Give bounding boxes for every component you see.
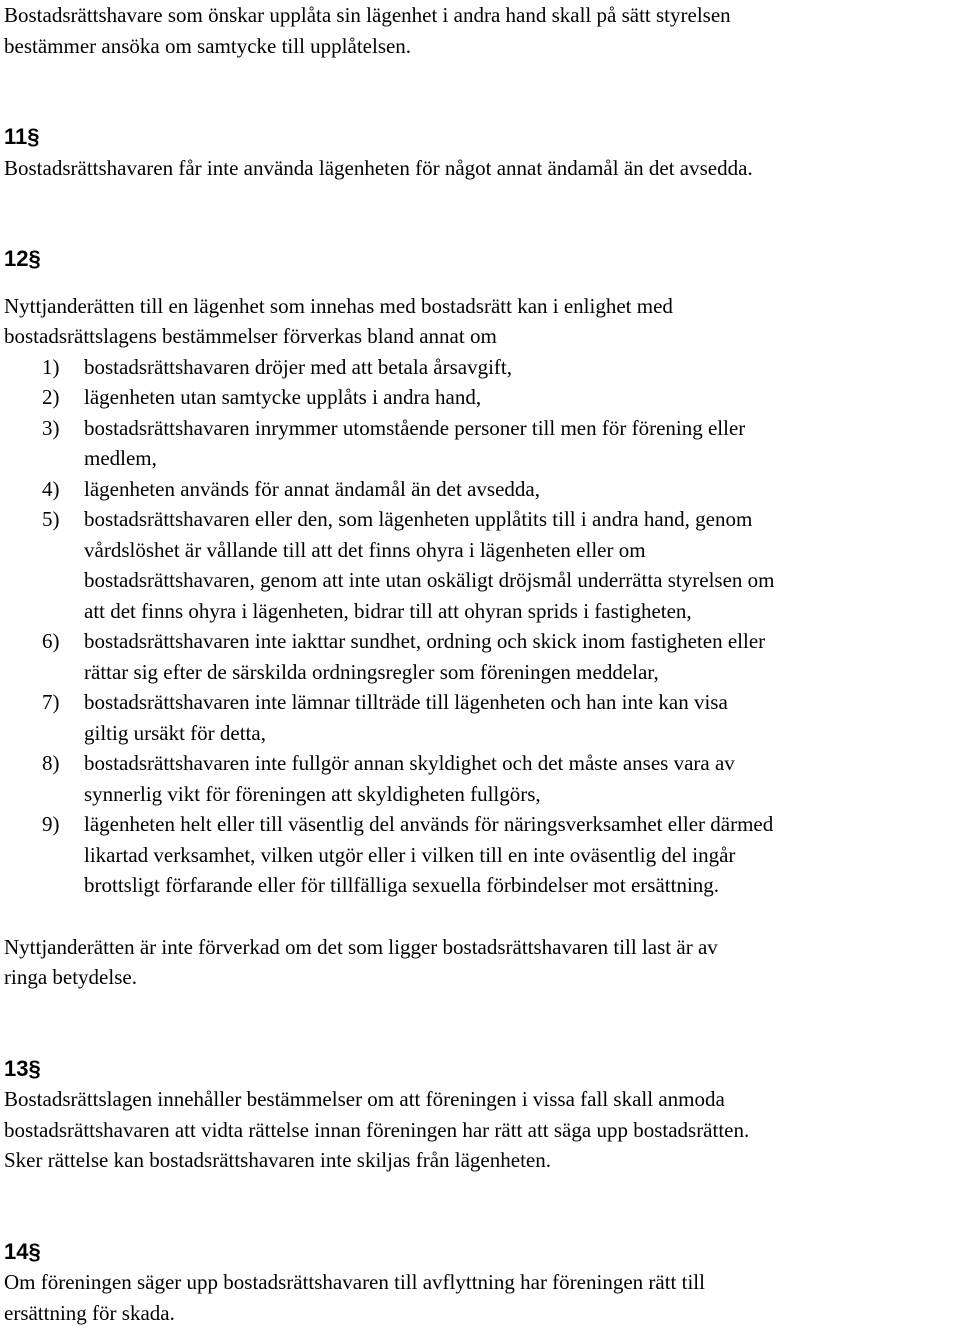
list-item <box>4 809 958 901</box>
section-14-heading: 14§ <box>4 1238 41 1264</box>
list-item <box>4 626 958 687</box>
list-item-number: 1) <box>42 354 60 379</box>
section-12-closing <box>4 932 958 993</box>
section-12-closing-line: ringa betydelse. <box>4 965 137 989</box>
list-item-line: lägenheten utan samtycke upplåts i andra hand, <box>84 385 482 409</box>
section-12-lead <box>4 291 958 352</box>
list-item-line: bostadsrättshavaren inte lämnar tillträde till lägenheten och han inte kan visa <box>84 690 728 714</box>
list-item <box>4 413 958 474</box>
list-item-line: vårdslöshet är vållande till att det finns ohyra i lägenheten eller om <box>84 537 646 562</box>
section-13-heading: 13§ <box>4 1055 41 1081</box>
list-item-line: bostadsrättshavaren dröjer med att betala årsavgift, <box>84 354 512 379</box>
section-12-lead-line: bostadsrättslagens bestämmelser förverkas bland annat om <box>4 324 497 348</box>
list-item-number: 3) <box>42 415 60 440</box>
list-item-line: att det finns ohyra i lägenheten, bidrar till att ohyran sprids i fastigheten, <box>84 598 692 623</box>
intro-line: Bostadsrättshavare som önskar upplåta sin lägenhet i andra hand skall på sätt styrelsen <box>4 3 731 27</box>
list-item <box>4 748 958 809</box>
list-item-line: giltig ursäkt för detta, <box>84 720 266 745</box>
list-item-line: medlem, <box>84 446 157 470</box>
list-item-line: likartad verksamhet, vilken utgör eller i vilken till en inte oväsentlig del ingår <box>84 842 736 867</box>
document-page <box>4 0 958 1328</box>
list-item-number: 9) <box>42 812 60 836</box>
section-12-closing-line: Nyttjanderätten är inte förverkad om det som ligger bostadsrättshavaren till last är av <box>4 934 718 959</box>
list-item-line: lägenheten används för annat ändamål än det avsedda, <box>84 476 540 501</box>
list-item-line: bostadsrättshavaren eller den, som lägenheten upplåtits till i andra hand, genom <box>84 507 753 531</box>
list-item-number: 2) <box>42 385 60 409</box>
list-item <box>4 352 958 383</box>
list-item-number: 4) <box>42 476 60 501</box>
section-11-heading: 11§ <box>4 124 40 149</box>
list-item-line: bostadsrättshavaren inte fullgör annan skyldighet och det måste anses vara av <box>84 751 735 775</box>
forfeiture-list <box>4 352 958 901</box>
list-item-line: bostadsrättshavaren, genom att inte utan oskäligt dröjsmål underrätta styrelsen om <box>84 568 775 592</box>
list-item-number: 5) <box>42 507 60 531</box>
section-14-paragraph <box>4 1267 958 1328</box>
list-item-line: bostadsrättshavaren inrymmer utomstående personer till men för förening eller <box>84 415 746 440</box>
list-item <box>4 504 958 626</box>
list-item-number: 7) <box>42 690 60 714</box>
list-item <box>4 687 958 748</box>
intro-paragraph <box>4 0 958 61</box>
list-item-line: lägenheten helt eller till väsentlig del används för näringsverksamhet eller därmed <box>84 812 774 836</box>
section-12-lead-line: Nyttjanderätten till en lägenhet som innehas med bostadsrätt kan i enlighet med <box>4 293 673 318</box>
section-11-paragraph <box>4 153 958 184</box>
list-item-line: bostadsrättshavaren inte iakttar sundhet, ordning och skick inom fastigheten eller <box>84 629 766 653</box>
section-13-line: bostadsrättshavaren att vidta rättelse innan föreningen har rätt att säga upp bostadsrätten. <box>4 1117 750 1142</box>
section-11-line: Bostadsrättshavaren får inte använda lägenheten för något annat ändamål än det avsedda. <box>4 155 753 180</box>
list-item-line: brottsligt förfarande eller för tillfälliga sexuella förbindelser mot ersättning. <box>84 873 720 897</box>
list-item <box>4 474 958 505</box>
list-item-number: 8) <box>42 751 60 775</box>
list-item-line: rättar sig efter de särskilda ordningsregler som föreningen meddelar, <box>84 659 659 684</box>
section-14-line: Om föreningen säger upp bostadsrättshavaren till avflyttning har föreningen rätt till <box>4 1270 705 1294</box>
intro-line: bestämmer ansöka om samtycke till upplåtelsen. <box>4 33 412 58</box>
section-13-paragraph <box>4 1084 958 1176</box>
list-item <box>4 382 958 413</box>
section-12-heading: 12§ <box>4 246 41 271</box>
section-13-line: Bostadsrättslagen innehåller bestämmelser om att föreningen i vissa fall skall anmoda <box>4 1087 725 1111</box>
section-13-line: Sker rättelse kan bostadsrättshavaren inte skiljas från lägenheten. <box>4 1148 551 1172</box>
list-item-line: synnerlig vikt för föreningen att skyldigheten fullgörs, <box>84 781 541 806</box>
list-item-number: 6) <box>42 629 60 653</box>
section-14-line: ersättning för skada. <box>4 1300 175 1325</box>
